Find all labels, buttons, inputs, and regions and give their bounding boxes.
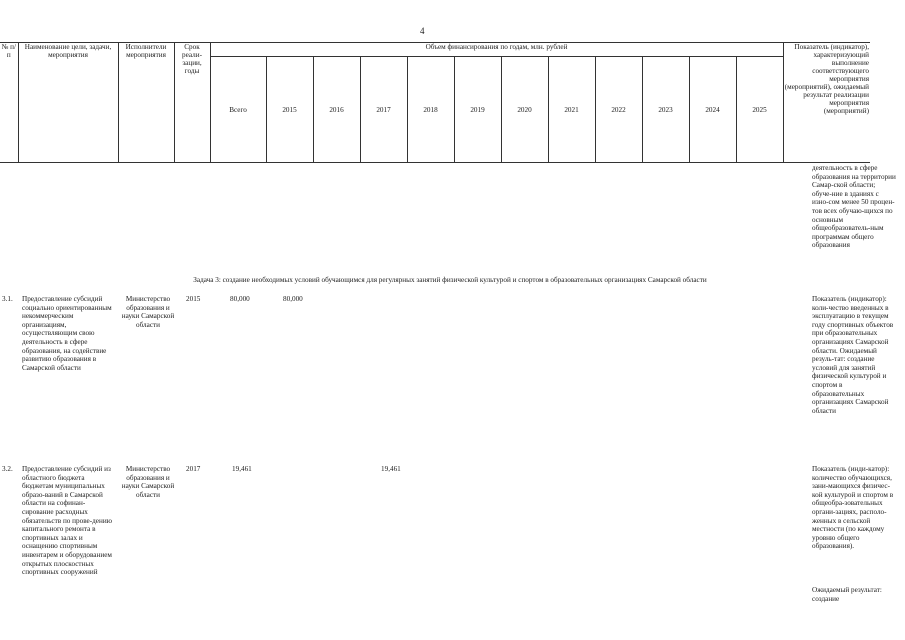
row-indicator-result: Ожидаемый результат: создание bbox=[812, 586, 882, 603]
task-3-title: Задача 3: создание необходимых условий обучающимся для регулярных занятий физической культурой и спортом в образовательных организациях Самарской области bbox=[193, 276, 707, 284]
header-year: 2015 bbox=[266, 57, 313, 163]
row-indicator: Показатель (индикатор): коли-чество введенных в эксплуатацию в текущем году спортивных объектов при образовательных организациях Самарской области. Ожидаемый резуль-тат: создание условий для занятий физической культурой и спортом в образовательных организациях Самарской области bbox=[812, 295, 894, 415]
page-number: 4 bbox=[420, 26, 425, 36]
row-term: 2015 bbox=[186, 295, 201, 303]
header-year: 2021 bbox=[548, 57, 595, 163]
header-year: 2019 bbox=[454, 57, 501, 163]
row-total: 19,461 bbox=[232, 465, 252, 473]
row-exec: Министерство образования и науки Самарской области bbox=[121, 465, 175, 499]
row-name: Предоставление субсидий из областного бюджета бюджетам муниципальных образо-ваний в Самарской области на софинан-сирование расходных обязательств по прове-дению капитального ремонта в спортивных залах и оснащению спортивным инвентарем и оборудованием открытых плоскостных спортивных сооружений bbox=[22, 465, 113, 577]
row-term: 2017 bbox=[186, 465, 201, 473]
header-year: 2018 bbox=[407, 57, 454, 163]
carryover-indicator: деятельность в сфере образования на территории Самар-ской области; обуче-ние в зданиях с изно-сом менее 50 процен-тов всех обучаю-щихся по основным общеобразователь-ным программам общего образования bbox=[812, 164, 896, 250]
row-name: Предоставление субсидий социально ориентированным некоммерческим организациям, осуществляющим свою деятельность в сфере образования, на содействие развитию образования в Самарской области bbox=[22, 295, 112, 372]
header-exec: Исполнители мероприятия bbox=[118, 43, 174, 163]
header-year: 2022 bbox=[595, 57, 642, 163]
row-exec: Министерство образования и науки Самарской области bbox=[121, 295, 175, 329]
header-year: 2017 bbox=[360, 57, 407, 163]
header-year: 2025 bbox=[736, 57, 783, 163]
row-value-2015: 80,000 bbox=[283, 295, 303, 303]
header-num: № п/п bbox=[0, 43, 18, 163]
row-num: 3.2. bbox=[2, 465, 13, 473]
header-term: Срок реали-зации, годы bbox=[174, 43, 210, 163]
header-total: Всего bbox=[210, 57, 266, 163]
header-indicator: Показатель (индикатор), характеризующий выполнение соответствующего мероприятия (мероприятий), ожидаемый результат реализации мероприятия (мероприятий) bbox=[783, 43, 870, 163]
header-year: 2016 bbox=[313, 57, 360, 163]
row-total: 80,000 bbox=[230, 295, 250, 303]
header-year: 2024 bbox=[689, 57, 736, 163]
header-year: 2020 bbox=[501, 57, 548, 163]
row-value-2017: 19,461 bbox=[381, 465, 401, 473]
header-funding: Объем финансирования по годам, млн. рублей bbox=[210, 43, 783, 57]
row-indicator: Показатель (инди-катор): количество обучающихся, зани-мающихся физичес-кой культурой и спортом в общеобра-зовательных органи-зациях, располо-женных в сельской местности (по каждому уровню общего образования). bbox=[812, 465, 894, 551]
header-year: 2023 bbox=[642, 57, 689, 163]
row-num: 3.1. bbox=[2, 295, 13, 303]
table-header bbox=[0, 42, 870, 163]
header-name: Наименование цели, задачи, мероприятия bbox=[18, 43, 118, 163]
